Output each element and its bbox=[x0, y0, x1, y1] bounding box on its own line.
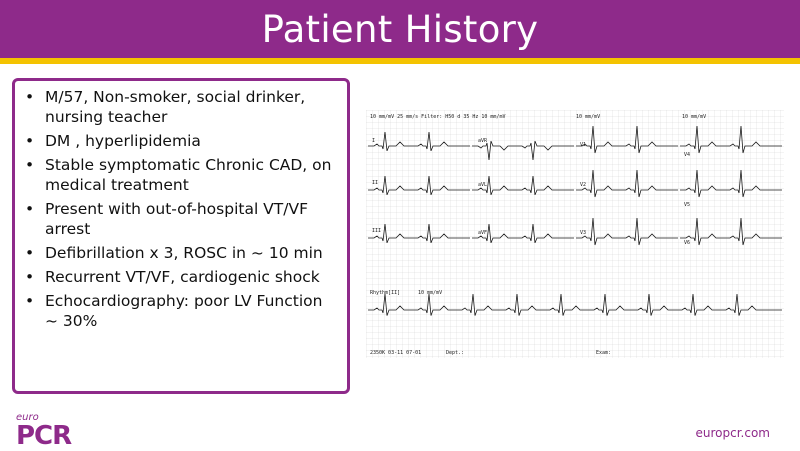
history-item bbox=[25, 155, 337, 195]
lead-label-v4: V4 bbox=[684, 152, 691, 158]
lead-label-v5: V5 bbox=[684, 202, 691, 208]
history-item bbox=[25, 131, 337, 151]
ecg-header-mid: 10 mm/mV bbox=[576, 114, 601, 120]
ecg-tracing bbox=[366, 110, 784, 358]
lead-label-i: I bbox=[372, 138, 376, 144]
history-item-text: Present with out-of-hospital VT/VF arrest bbox=[45, 200, 308, 238]
bullet-icon: • bbox=[25, 132, 35, 150]
history-item bbox=[25, 243, 337, 263]
history-item-text: Echocardiography: poor LV Function ~ 30% bbox=[45, 292, 323, 330]
lead-label-avl: aVL bbox=[478, 182, 488, 188]
lead-label-ii: II bbox=[372, 180, 379, 186]
history-list bbox=[15, 81, 347, 331]
accent-line bbox=[0, 58, 800, 64]
ecg-footer-dept: Dept.: bbox=[446, 350, 465, 356]
history-item bbox=[25, 267, 337, 287]
ecg-footer-left: 2350K 03-11 07-01 bbox=[370, 350, 422, 356]
history-item-text: Stable symptomatic Chronic CAD, on medical treatment bbox=[45, 156, 332, 194]
lead-label-v2: V2 bbox=[580, 182, 587, 188]
history-item bbox=[25, 291, 337, 331]
ecg-header-left: 10 mm/mV 25 mm/s Filter: H50 d 35 Hz 10 mm/mV bbox=[370, 114, 506, 120]
website-link[interactable]: europcr.com bbox=[695, 426, 770, 440]
bullet-icon: • bbox=[25, 244, 35, 262]
bullet-icon: • bbox=[25, 200, 35, 218]
patient-history-box bbox=[12, 78, 350, 394]
lead-label-v1: V1 bbox=[580, 142, 587, 148]
europcr-logo bbox=[16, 412, 76, 451]
lead-label-avr: aVR bbox=[478, 138, 488, 144]
history-item-text: Recurrent VT/VF, cardiogenic shock bbox=[45, 268, 320, 286]
history-item bbox=[25, 87, 337, 127]
rhythm-scale: 10 mm/mV bbox=[418, 290, 443, 296]
logo-pcr-text: PCR bbox=[16, 421, 72, 451]
lead-label-v3: V3 bbox=[580, 230, 587, 236]
bullet-icon: • bbox=[25, 292, 35, 310]
rhythm-label: Rhythm[II] bbox=[370, 290, 401, 296]
slide-title: Patient History bbox=[261, 7, 539, 51]
ecg-header-right: 10 mm/mV bbox=[682, 114, 707, 120]
history-item bbox=[25, 199, 337, 239]
title-bar bbox=[0, 0, 800, 58]
bullet-icon: • bbox=[25, 268, 35, 286]
ecg-footer-exam: Exam: bbox=[596, 350, 612, 356]
history-item-text: DM , hyperlipidemia bbox=[45, 132, 201, 150]
bullet-icon: • bbox=[25, 156, 35, 174]
lead-label-v6: V6 bbox=[684, 240, 691, 246]
history-item-text: M/57, Non-smoker, social drinker, nursing teacher bbox=[45, 88, 306, 126]
ecg-grid bbox=[366, 110, 784, 358]
bullet-icon: • bbox=[25, 88, 35, 106]
history-item-text: Defibrillation x 3, ROSC in ~ 10 min bbox=[45, 244, 323, 262]
logo-euro-text: euro bbox=[16, 412, 39, 423]
lead-label-avf: aVF bbox=[478, 230, 488, 236]
lead-label-iii: III bbox=[372, 228, 382, 234]
